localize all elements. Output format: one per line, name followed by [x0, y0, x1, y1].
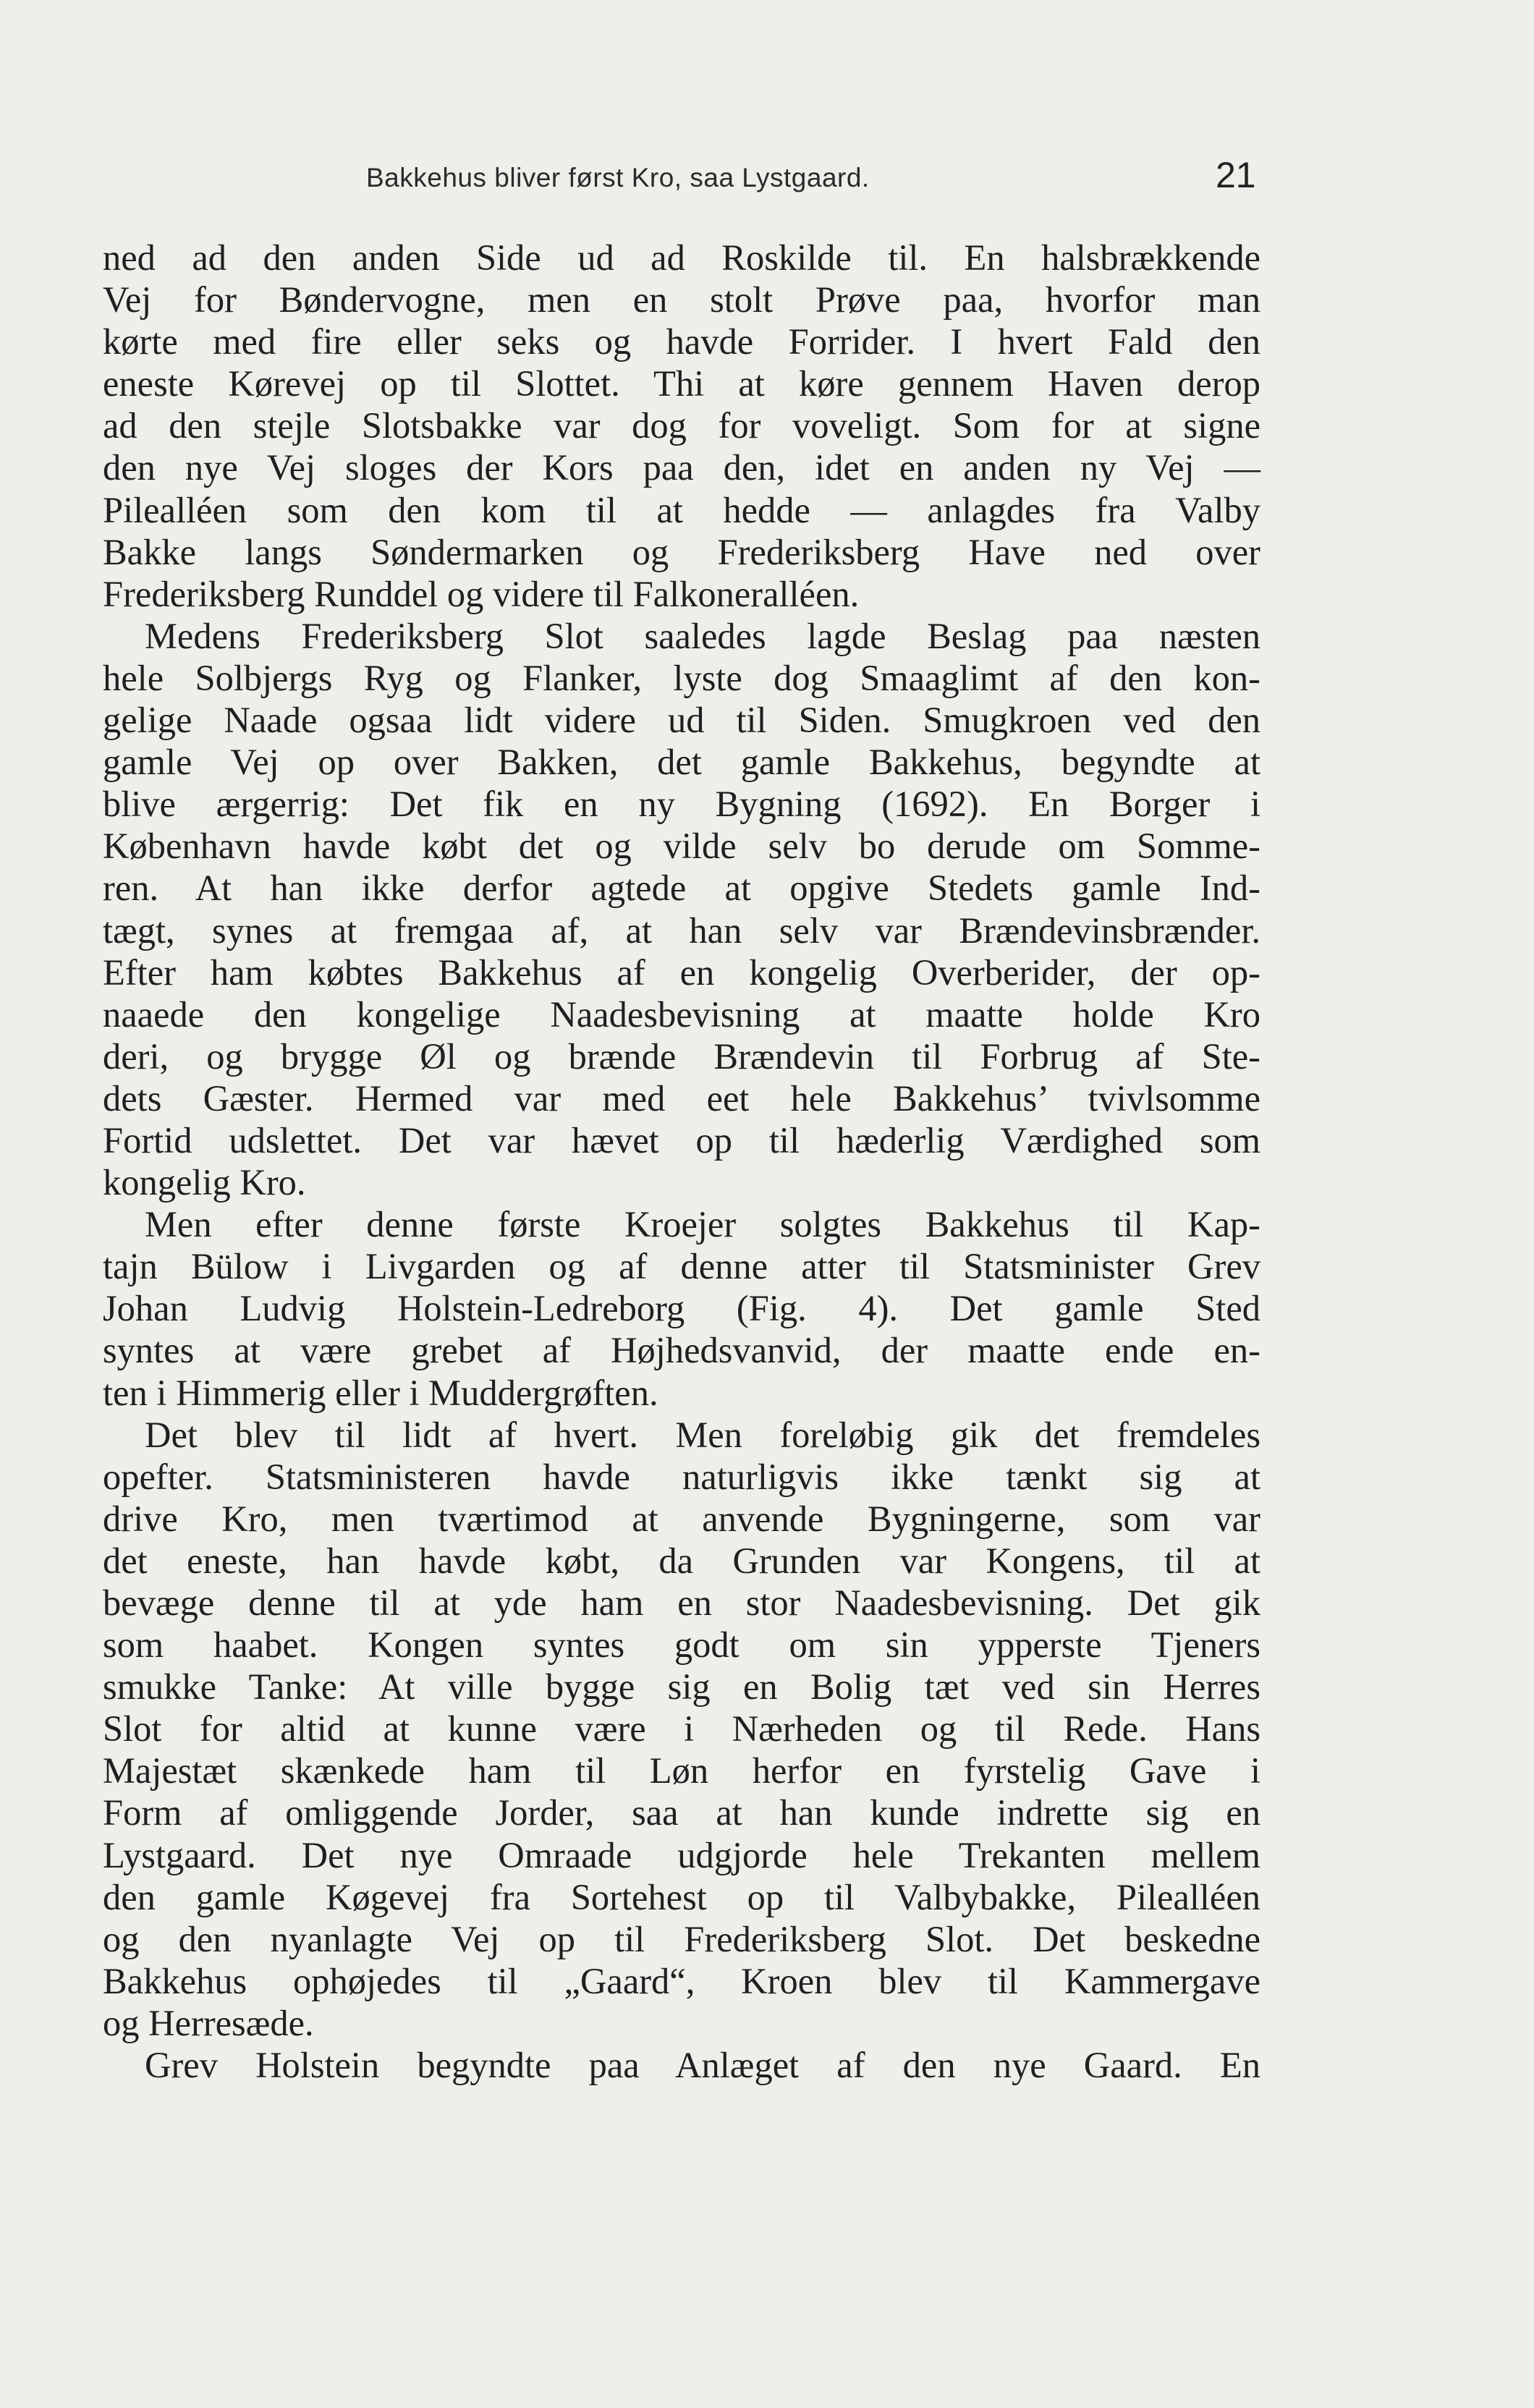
text-line: Men efter denne første Kroejer solgtes Bakkehus til Kap-	[145, 1204, 1260, 1245]
text-line: ad den stejle Slotsbakke var dog for voveligt. Som for at signe	[103, 405, 1260, 446]
text-line: opefter. Statsministeren havde naturligvis ikke tænkt sig at	[103, 1456, 1260, 1497]
text-line: og den nyanlagte Vej op til Frederiksberg Slot. Det beskedne	[103, 1918, 1260, 1959]
text-line: Frederiksberg Runddel og videre til Falkoneralléen.	[103, 573, 860, 614]
text-line: den nye Vej sloges der Kors paa den, idet en anden ny Vej —	[103, 447, 1260, 488]
text-line: drive Kro, men tværtimod at anvende Bygningerne, som var	[103, 1498, 1260, 1539]
text-line: ten i Himmerig eller i Muddergrøften.	[103, 1372, 658, 1413]
text-line: Bakke langs Søndermarken og Frederiksberg Have ned over	[103, 531, 1260, 572]
paragraph	[103, 615, 1260, 1203]
text-line: Efter ham købtes Bakkehus af en kongelig Overberider, der op-	[103, 951, 1260, 993]
text-line: smukke Tanke: At ville bygge sig en Bolig tæt ved sin Herres	[103, 1666, 1260, 1708]
text-line: den gamle Køgevej fra Sortehest op til Valbybakke, Pilealléen	[103, 1876, 1260, 1917]
text-line: gamle Vej op over Bakken, det gamle Bakkehus, begyndte at	[103, 742, 1260, 783]
text-line: Bakkehus ophøjedes til „Gaard“, Kroen blev til Kammergave	[103, 1960, 1260, 2001]
text-line: Lystgaard. Det nye Omraade udgjorde hele Trekanten mellem	[103, 1834, 1260, 1875]
text-line: og Herresæde.	[103, 2002, 314, 2043]
text-line: Grev Holstein begyndte paa Anlæget af den nye Gaard. En	[145, 2045, 1260, 2086]
text-line: dets Gæster. Hermed var med eet hele Bakkehus’ tvivlsomme	[103, 1077, 1260, 1119]
text-line: tægt, synes at fremgaa af, at han selv var Brændevinsbrænder.	[103, 910, 1260, 951]
text-line: Majestæt skænkede ham til Løn herfor en fyrstelig Gave i	[103, 1750, 1260, 1792]
text-line: Fortid udslettet. Det var hævet op til hæderlig Værdighed som	[103, 1119, 1260, 1161]
body-text	[103, 237, 1260, 2086]
paragraph	[103, 2044, 1260, 2086]
paragraph	[103, 1414, 1260, 2044]
text-line: som haabet. Kongen syntes godt om sin ypperste Tjeners	[103, 1624, 1260, 1666]
text-line: Slot for altid at kunne være i Nærheden og til Rede. Hans	[103, 1708, 1260, 1750]
text-line: Pilealléen som den kom til at hedde — anlagdes fra Valby	[103, 489, 1260, 530]
text-line: hele Solbjergs Ryg og Flanker, lyste dog Smaaglimt af den kon-	[103, 657, 1260, 698]
text-line: Vej for Bøndervogne, men en stolt Prøve paa, hvorfor man	[103, 279, 1260, 321]
text-line: naaede den kongelige Naadesbevisning at maatte holde Kro	[103, 993, 1260, 1035]
text-line: det eneste, han havde købt, da Grunden var Kongens, til at	[103, 1540, 1260, 1581]
text-line: Medens Frederiksberg Slot saaledes lagde Beslag paa næsten	[145, 615, 1260, 656]
paragraph	[103, 1203, 1260, 1413]
running-title: Bakkehus bliver først Kro, saa Lystgaard.	[366, 163, 870, 192]
paragraph	[103, 237, 1260, 615]
text-line: ned ad den anden Side ud ad Roskilde til. En halsbrækkende	[103, 237, 1260, 278]
text-line: Det blev til lidt af hvert. Men foreløbig gik det fremdeles	[145, 1414, 1260, 1455]
text-line: Johan Ludvig Holstein-Ledreborg (Fig. 4). Det gamle Sted	[103, 1288, 1260, 1329]
text-line: kongelig Kro.	[103, 1162, 306, 1203]
text-line: København havde købt det og vilde selv bo derude om Somme-	[103, 826, 1260, 867]
text-line: ren. At han ikke derfor agtede at opgive Stedets gamle Ind-	[103, 868, 1260, 909]
text-line: tajn Bülow i Livgarden og af denne atter til Statsminister Grev	[103, 1246, 1260, 1287]
text-line: bevæge denne til at yde ham en stor Naadesbevisning. Det gik	[103, 1582, 1260, 1623]
text-line: kørte med fire eller seks og havde Forrider. I hvert Fald den	[103, 321, 1260, 363]
text-line: syntes at være grebet af Højhedsvanvid, der maatte ende en-	[103, 1330, 1260, 1371]
text-line: blive ærgerrig: Det fik en ny Bygning (1692). En Borger i	[103, 784, 1260, 825]
text-line: gelige Naade ogsaa lidt videre ud til Siden. Smugkroen ved den	[103, 700, 1260, 741]
text-line: Form af omliggende Jorder, saa at han kunde indrette sig en	[103, 1792, 1260, 1833]
page-number: 21	[1216, 155, 1256, 195]
text-line: deri, og brygge Øl og brænde Brændevin til Forbrug af Ste-	[103, 1035, 1260, 1077]
text-line: eneste Kørevej op til Slottet. Thi at køre gennem Haven derop	[103, 363, 1260, 404]
